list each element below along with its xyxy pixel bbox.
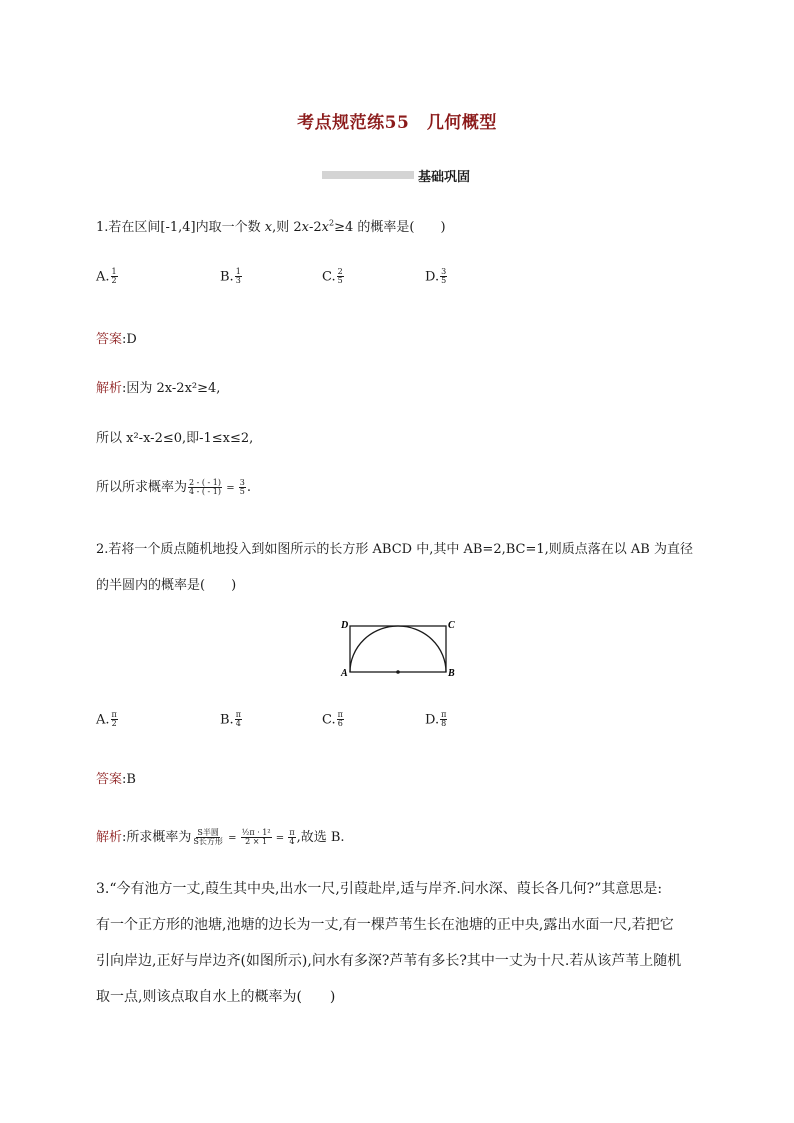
q2-solution: 解析:所求概率为 $\frac{\text{S半圆}}{\text{S长方形}}$ = $\frac{\text{½π · 1²}}{2 \times 1}$ = $\frac{\pi}{4}$ ,故选 B. <box>96 827 345 846</box>
q2-figure-rectangle-semicircle <box>336 614 460 680</box>
q2-stem-line2: 的半圆内的概率是( ) <box>96 578 237 593</box>
q2-option-b[interactable]: B. $\frac{\pi}{4}$ <box>220 710 241 729</box>
q1-answer: 答案:D <box>96 332 137 347</box>
q2-answer: 答案:B <box>96 772 136 787</box>
section-title: 基础巩固 <box>418 170 471 185</box>
q3-line3: 引向岸边,正好与岸边齐(如图所示),问水有多深?芦苇有多长?其中一丈为十尺.若从该芦苇上随机 <box>96 953 682 969</box>
q1-solution-line2: 所以 x²-x-2≤0,即-1≤x≤2, <box>96 431 254 446</box>
q3-line1: 3.“今有池方一丈,葭生其中央,出水一尺,引葭赴岸,适与岸齐.问水深、葭长各几何?”其意思是: <box>96 881 663 897</box>
center-point <box>396 670 400 674</box>
label-d: D <box>341 620 349 631</box>
q1-option-b[interactable]: B. $\frac{1}{3}$ <box>220 267 241 286</box>
q2-option-c[interactable]: C. $\frac{\pi}{6}$ <box>322 710 343 729</box>
q1-option-d[interactable]: D. $\frac{3}{5}$ <box>425 267 447 286</box>
q3-line4: 取一点,则该点取自水上的概率为( ) <box>96 989 336 1005</box>
q1-solution-line3: 所以所求概率为 $\frac{2 - ( - 1)}{4 - ( - 1)}$ = $\frac{3}{5}$ . <box>96 477 251 496</box>
rectangle-abcd <box>350 626 446 672</box>
q2-option-a[interactable]: A. $\frac{\pi}{2}$ <box>96 710 117 729</box>
q2-option-d[interactable]: D. $\frac{\pi}{8}$ <box>425 710 447 729</box>
page-title: 考点规范练55 几何概型 <box>297 113 497 133</box>
section-bar <box>322 171 414 179</box>
q1-solution-line1: 解析:因为 2x-2x²≥4, <box>96 381 221 396</box>
label-b: B <box>448 668 455 679</box>
q2-stem-line1: 2.若将一个质点随机地投入到如图所示的长方形 ABCD 中,其中 AB=2,BC=1,则质点落在以 AB 为直径 <box>96 542 693 557</box>
label-c: C <box>448 620 455 631</box>
q1-stem: 1.若在区间[-1,4]内取一个数 x,则 $2x-2x^2\ge 4$ 的概率是( ) <box>96 218 446 235</box>
semicircle <box>350 626 446 672</box>
q3-line2: 有一个正方形的池塘,池塘的边长为一丈,有一棵芦苇生长在池塘的正中央,露出水面一尺,若把它 <box>96 917 674 933</box>
q1-option-a[interactable]: A. $\frac{1}{2}$ <box>96 267 117 286</box>
label-a: A <box>341 668 348 679</box>
q1-option-c[interactable]: C. $\frac{2}{5}$ <box>322 267 343 286</box>
